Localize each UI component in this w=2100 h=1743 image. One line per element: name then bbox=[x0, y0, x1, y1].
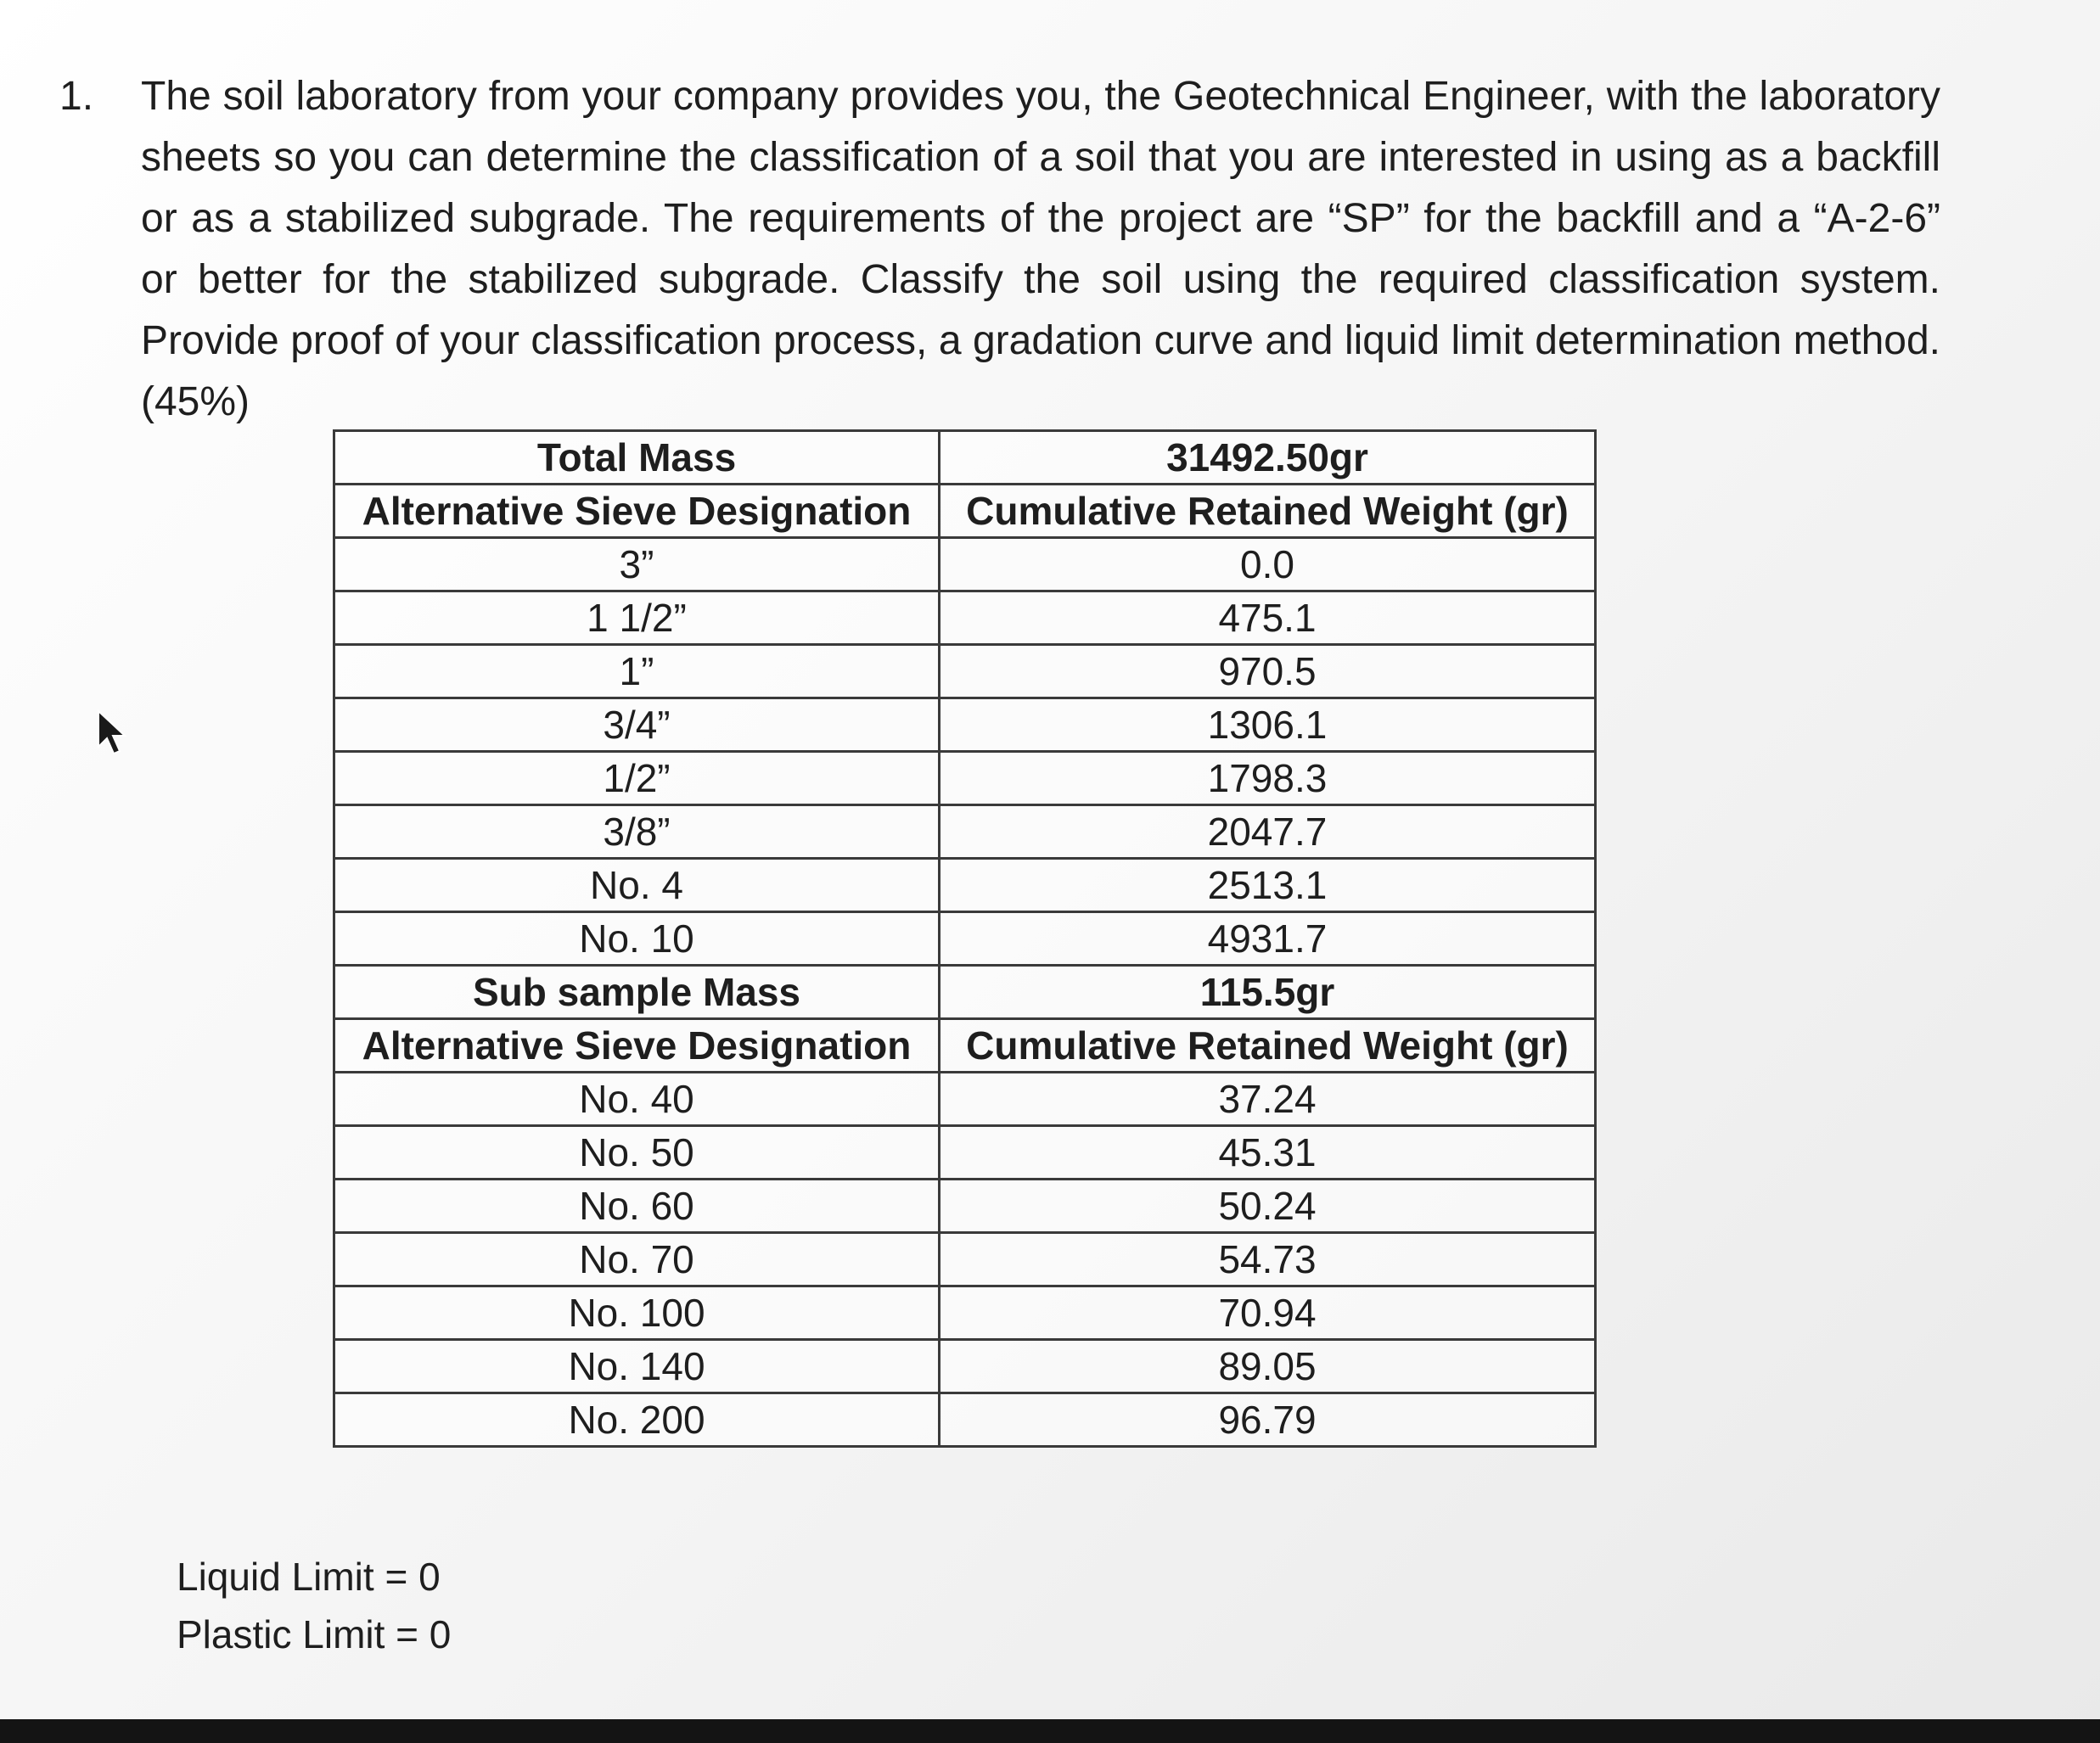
sieve-cell: 3/8” bbox=[334, 805, 940, 859]
total-mass-value: 31492.50gr bbox=[940, 431, 1596, 485]
table-row bbox=[334, 859, 1596, 912]
sieve-cell: 1/2” bbox=[334, 752, 940, 805]
sub-sample-label: Sub sample Mass bbox=[334, 966, 940, 1019]
weight-cell: 1798.3 bbox=[940, 752, 1596, 805]
screen-bottom-edge bbox=[0, 1719, 2100, 1743]
sub-sample-row bbox=[334, 966, 1596, 1019]
table-header-row bbox=[334, 485, 1596, 538]
sieve-cell: No. 140 bbox=[334, 1340, 940, 1393]
sub-table-header-row bbox=[334, 1019, 1596, 1073]
table-row bbox=[334, 912, 1596, 966]
table-row bbox=[334, 698, 1596, 752]
table-row bbox=[334, 1393, 1596, 1447]
sub-sample-value: 115.5gr bbox=[940, 966, 1596, 1019]
weight-cell: 2047.7 bbox=[940, 805, 1596, 859]
weight-cell: 45.31 bbox=[940, 1126, 1596, 1180]
table-row bbox=[334, 1340, 1596, 1393]
atterberg-limits bbox=[177, 1548, 451, 1663]
weight-cell: 54.73 bbox=[940, 1233, 1596, 1286]
header-sieve-designation: Alternative Sieve Designation bbox=[334, 485, 940, 538]
sieve-analysis-table bbox=[333, 429, 1597, 1448]
plastic-limit: Plastic Limit = 0 bbox=[177, 1612, 452, 1656]
sieve-cell: No. 40 bbox=[334, 1073, 940, 1126]
table-row bbox=[334, 1073, 1596, 1126]
weight-cell: 970.5 bbox=[940, 645, 1596, 698]
table-row bbox=[334, 1286, 1596, 1340]
question-text: The soil laboratory from your company provides you, the Geotechnical Engineer, with the laboratory sheets so you can determine the classification of a soil that you are interested in using as a backfill or as a stabilized subgrade. The requirements of the project are “SP” for the backfill and a “A-2-6” or better for the stabilized subgrade. Classify the soil using the required classification system. Provide proof of your classification process, a gradation curve and liquid limit determination method. (45%) bbox=[141, 74, 1940, 424]
question-block bbox=[59, 66, 1952, 433]
sieve-cell: 3/4” bbox=[334, 698, 940, 752]
total-mass-label: Total Mass bbox=[334, 431, 940, 485]
weight-cell: 50.24 bbox=[940, 1180, 1596, 1233]
liquid-limit: Liquid Limit = 0 bbox=[177, 1555, 441, 1599]
sieve-cell: No. 200 bbox=[334, 1393, 940, 1447]
sieve-cell: 3” bbox=[334, 538, 940, 591]
question-number: 1. bbox=[59, 74, 94, 119]
weight-cell: 37.24 bbox=[940, 1073, 1596, 1126]
weight-cell: 96.79 bbox=[940, 1393, 1596, 1447]
weight-cell: 1306.1 bbox=[940, 698, 1596, 752]
table-row bbox=[334, 1180, 1596, 1233]
table-row bbox=[334, 591, 1596, 645]
sieve-cell: No. 10 bbox=[334, 912, 940, 966]
weight-cell: 2513.1 bbox=[940, 859, 1596, 912]
mouse-pointer-icon bbox=[95, 709, 134, 757]
sieve-cell: No. 60 bbox=[334, 1180, 940, 1233]
sieve-cell: No. 50 bbox=[334, 1126, 940, 1180]
table-row bbox=[334, 1126, 1596, 1180]
sieve-cell: No. 100 bbox=[334, 1286, 940, 1340]
sub-header-sieve-designation: Alternative Sieve Designation bbox=[334, 1019, 940, 1073]
header-cumulative-weight: Cumulative Retained Weight (gr) bbox=[940, 485, 1596, 538]
sub-header-cumulative-weight: Cumulative Retained Weight (gr) bbox=[940, 1019, 1596, 1073]
weight-cell: 4931.7 bbox=[940, 912, 1596, 966]
sieve-cell: No. 70 bbox=[334, 1233, 940, 1286]
table-row bbox=[334, 752, 1596, 805]
weight-cell: 0.0 bbox=[940, 538, 1596, 591]
total-mass-row bbox=[334, 431, 1596, 485]
sieve-cell: 1 1/2” bbox=[334, 591, 940, 645]
weight-cell: 70.94 bbox=[940, 1286, 1596, 1340]
sieve-cell: 1” bbox=[334, 645, 940, 698]
sieve-cell: No. 4 bbox=[334, 859, 940, 912]
weight-cell: 475.1 bbox=[940, 591, 1596, 645]
table-row bbox=[334, 645, 1596, 698]
weight-cell: 89.05 bbox=[940, 1340, 1596, 1393]
table-row bbox=[334, 1233, 1596, 1286]
table-row bbox=[334, 805, 1596, 859]
table-row bbox=[334, 538, 1596, 591]
